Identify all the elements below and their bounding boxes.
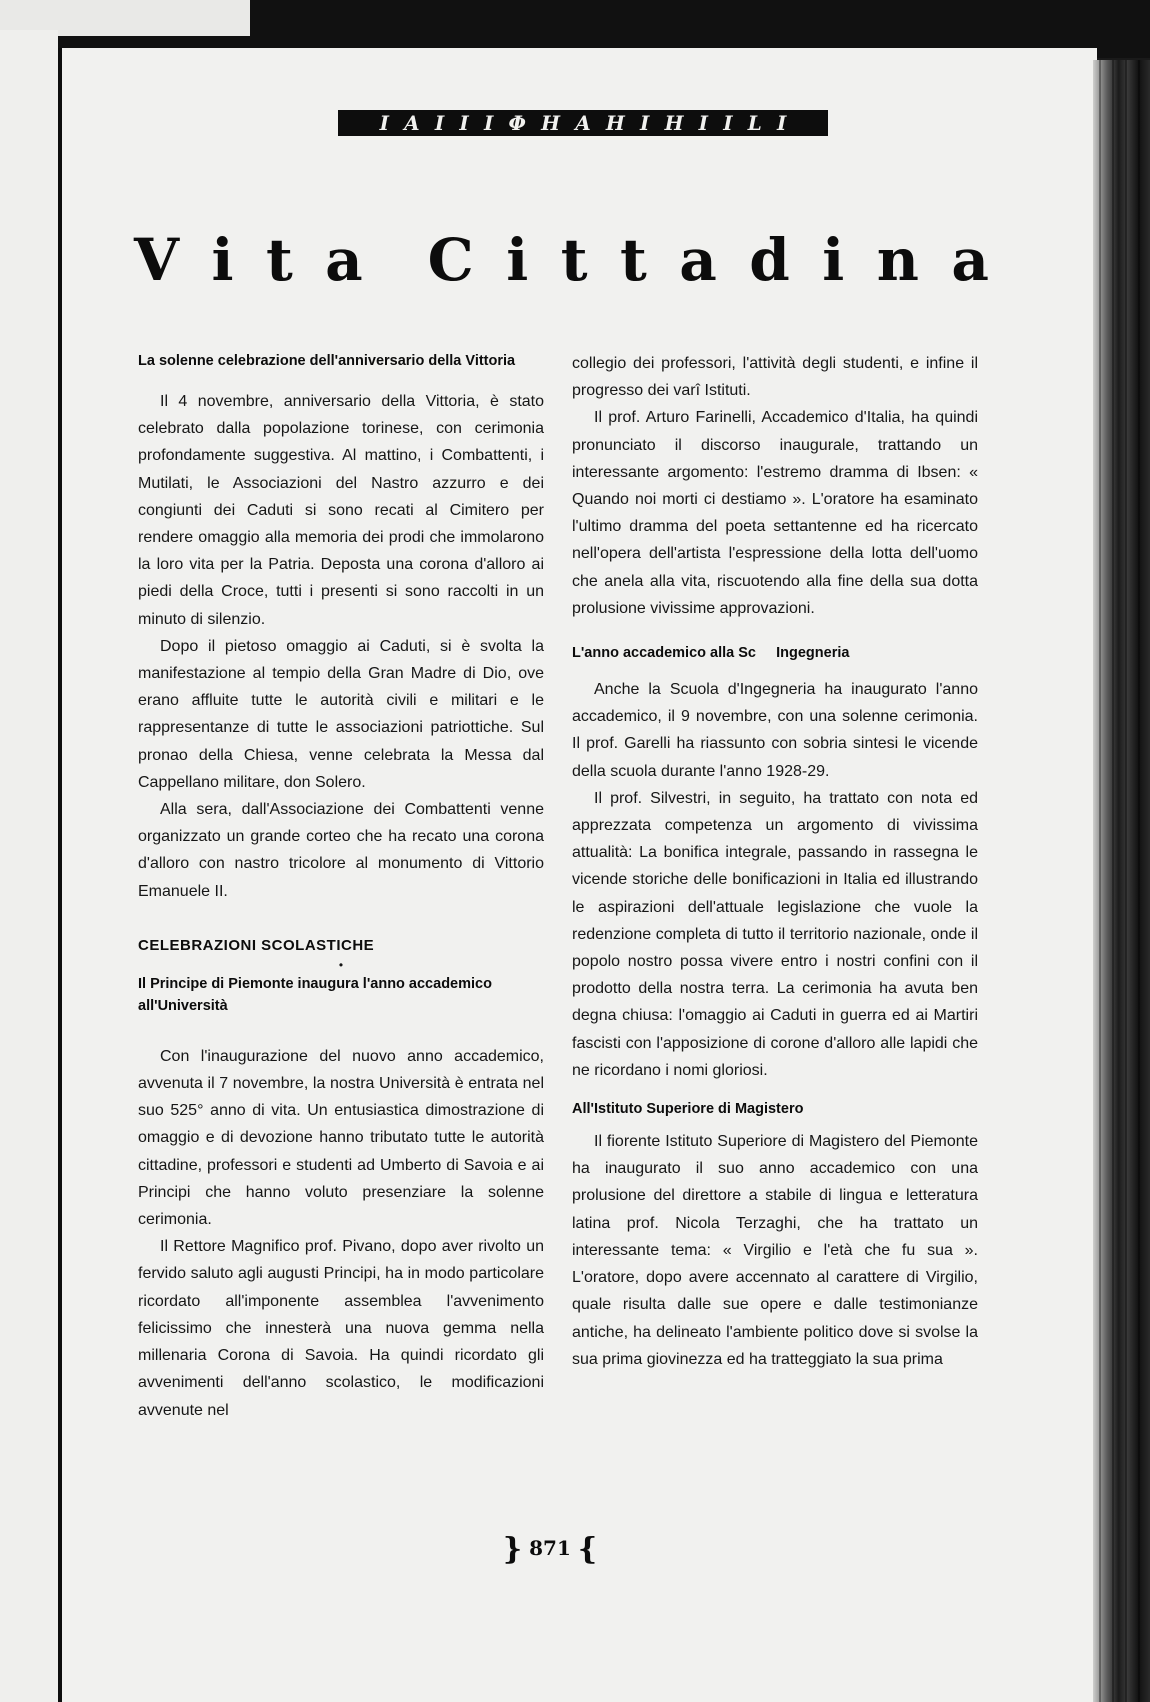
section-heading: CELEBRAZIONI SCOLASTICHE — [138, 936, 375, 954]
ornament-letter: I — [723, 111, 733, 135]
ornament-letter: I — [777, 111, 787, 135]
title-letter: t — [619, 226, 647, 294]
title-letter: C — [427, 226, 474, 294]
bracket-right: { — [577, 1532, 598, 1567]
ornament-letter: I — [698, 111, 709, 135]
ornament-letter: L — [747, 111, 762, 135]
title-letter: t — [560, 226, 588, 294]
paragraph: Anche la Scuola d'Ingegneria ha inaugurato l'anno accademico, il 9 novembre, con una solenne cerimonia. Il prof. Garelli ha riassunto con sobria sintesi le vicende della scuola durante l'anno 1928-29. — [572, 681, 978, 780]
book-gutter-shadow — [1093, 60, 1150, 1702]
article-heading: L'anno accademico alla Sc Ingegneria — [572, 645, 850, 662]
paragraph: Con l'inaugurazione del nuovo anno accademico, avvenuta il 7 novembre, la nostra Università è entrata nel suo 525° anno di vita. Un entusiastica dimostrazione di omaggio e di devozione hanno tributato tutte le autorità cittadine, professori e studenti ad Umberto di Savoia e ai Principi che hanno voluto presenziare la solenne cerimonia. — [138, 1047, 544, 1229]
title-letter: a — [951, 226, 989, 294]
paragraph: Il fiorente Istituto Superiore di Magistero del Piemonte ha inaugurato il suo anno accademico con una prolusione del direttore a stabile di lingua e letteratura latina prof. Nicola Terzaghi, che ha trattato un interessante tema: « Virgilio e l'età che fu sua ». L'oratore, dopo avere accennato al carattere di Virgilio, quale risulta dalle sue opere e dalle testimonianze antiche, ha delineato l'ambiente politico dove si svolse la sua prima giovinezza ed ha tratteggiato la sua prima — [572, 1133, 978, 1368]
article-heading: Il Principe di Piemonte inaugura l'anno accademico all'Università — [138, 975, 492, 1014]
paragraph: Il prof. Silvestri, in seguito, ha trattato con nota ed apprezzata competenza un argomento di vivissima attualità: La bonifica integrale, passando in rassegna le vicende storiche delle bonificazioni in Italia ed illustrando le aspirazioni dell'attuale legislazione che vuole la redenzione completa di tutto il territorio nazionale, onde il popolo nostro possa vivere entro i nostri confini con il prodotto della nostra terra. La cerimonia ha avuta ben degna chiusa: l'omaggio ai Caduti in guerra ed ai Martiri fascisti con l'apposizione di corone d'alloro alle lapidi che ne ricordano i nomi gloriosi. — [572, 789, 978, 1079]
ornament-letter: A — [575, 111, 591, 135]
title-letter: t — [265, 226, 293, 294]
header-ornament-band — [338, 110, 828, 136]
ornament-letter: I — [434, 111, 445, 135]
paragraph: Il 4 novembre, anniversario della Vittoria, è stato celebrato dalla popolazione torinese, con cerimonia profondamente suggestiva. Al mattino, i Combattenti, i Mutilati, le Associazioni del Nastro azzurro e dei congiunti dei Caduti si sono recati al Cimitero per rendere omaggio alla memoria dei prodi che immolarono la loro vita per la Patria. Deposta una corona d'alloro ai piedi della Croce, tutti i presenti si sono raccolti in un minuto di silenzio. — [138, 393, 544, 628]
paragraph: Il prof. Arturo Farinelli, Accademico d'Italia, ha quindi pronunciato il discorso inaugurale, trattando un interessante argomento: l'estremo dramma di Ibsen: « Quando noi morti ci destiamo ». L'oratore ha esaminato l'ultimo dramma del poeta settantenne ed ha ricercato nell'opera dell'artista l'espressione della lotta dell'uomo che anela alla vita, riscuotendo alla fine della sua dotta prolusione vivissime approvazioni. — [572, 409, 978, 617]
article-heading: All'Istituto Superiore di Magistero — [572, 1101, 804, 1118]
bullet-ornament: • — [338, 957, 344, 972]
right-column — [572, 350, 978, 1373]
ornament-letter: I — [483, 111, 494, 135]
page-number-value: 871 — [529, 1536, 571, 1560]
ornament-letter: H — [541, 111, 561, 135]
ornament-letter: I — [459, 111, 469, 135]
article-heading: La solenne celebrazione dell'anniversario della Vittoria — [138, 353, 516, 369]
paragraph: Alla sera, dall'Associazione dei Combattenti venne organizzato un grande corteo che ha recato una corona d'alloro con nastro tricolore al monumento di Vittorio Emanuele II. — [138, 801, 544, 900]
title-letter: a — [325, 226, 363, 294]
paragraph: Il Rettore Magnifico prof. Pivano, dopo aver rivolto un fervido saluto agli augusti Principi, ha in modo particolare ricordato all'imponente assemblea l'avvenimento felicissimo che innesterà una nuova gemma nella millenaria Corona di Savoia. Ha quindi ricordato gli avvenimenti dell'anno scolastico, le modificazioni avvenute nel — [138, 1238, 544, 1419]
ornament-letter: H — [605, 111, 625, 135]
ornament-letter: I — [379, 111, 389, 135]
title-letter: a — [679, 226, 717, 294]
title-letter: i — [211, 226, 234, 294]
ornament-letter: H — [664, 111, 684, 135]
left-column — [138, 350, 544, 1424]
title-letter: V — [134, 226, 180, 294]
page-title — [134, 228, 989, 292]
title-letter: i — [506, 226, 529, 294]
title-letter: i — [822, 226, 845, 294]
scan-left-margin — [0, 30, 58, 1702]
paragraph: Dopo il pietoso omaggio ai Caduti, si è svolta la manifestazione al tempio della Gran Madre di Dio, ove erano affluite tutte le autorità civili e militari e le rappresentanze di tutte le associazioni patriottiche. Sul pronao della Chiesa, venne celebrata la Messa dal Cappellano militare, don Solero. — [138, 637, 544, 791]
ornament-letter: A — [404, 111, 420, 135]
title-letter: d — [749, 226, 790, 294]
bracket-left: } — [502, 1532, 523, 1567]
title-letter: n — [876, 226, 919, 294]
ornament-letter: I — [640, 111, 650, 135]
paragraph: collegio dei professori, l'attività degli studenti, e infine il progresso dei varî Istituti. — [572, 355, 978, 400]
page-number — [490, 1532, 610, 1567]
ornament-letter: Φ — [508, 111, 526, 135]
